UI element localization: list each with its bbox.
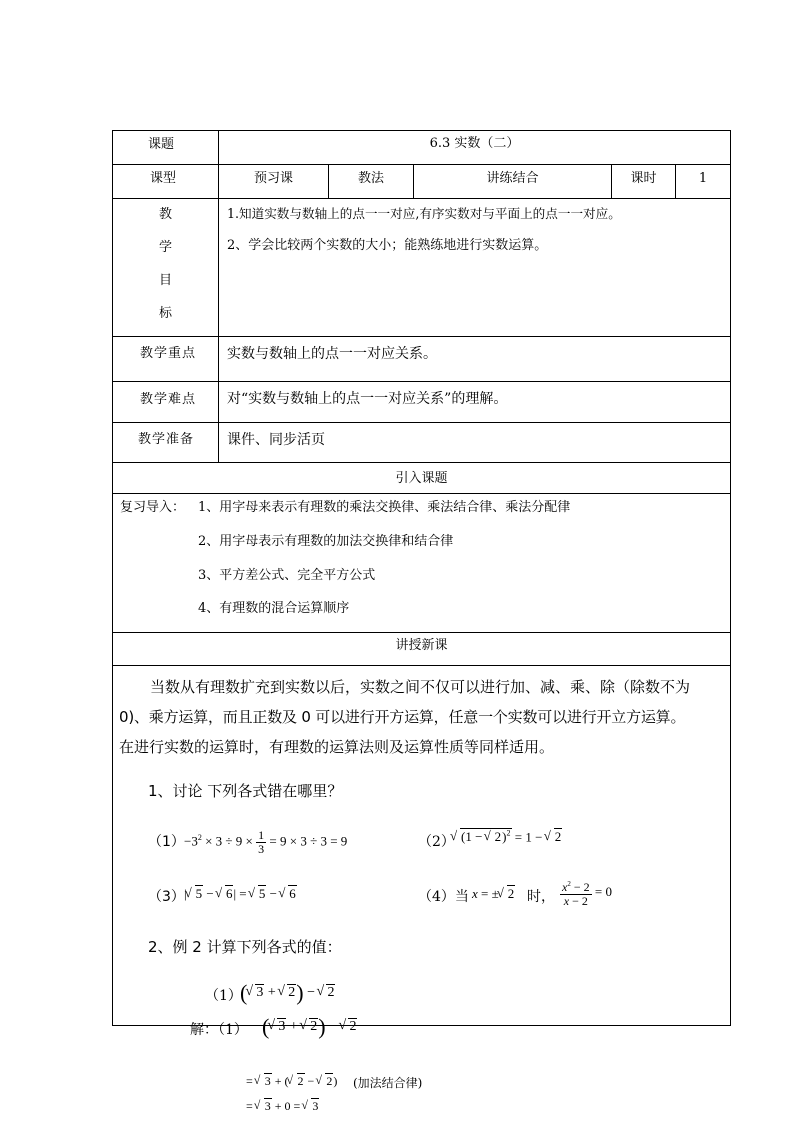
objective-item: 2、学会比较两个实数的大小；能熟练地进行实数运算。	[227, 238, 548, 253]
table-rule	[112, 336, 731, 337]
example-1-formula: (√ 3 + √ 2) − √ 2	[240, 980, 335, 1006]
review-item: 3、平方差公式、完全平方公式	[198, 568, 376, 583]
solution-formula: (√ 3 + √ 2) − √ 2	[262, 1014, 357, 1040]
table-rule	[112, 493, 731, 494]
review-item: 2、用字母表示有理数的加法交换律和结合律	[198, 534, 454, 549]
question-1-formula: $-3^2 \times 3 \div 9$ × $\frac{1}{3}$ = 9 × 3 ÷ 3 = 9	[184, 827, 348, 856]
question-2-label: （2）	[418, 834, 455, 850]
question-1-label: （1）	[148, 834, 185, 850]
key-point-label: 教学重点	[140, 346, 197, 361]
objectives-label-char: 目	[159, 273, 173, 288]
question-4-formula: $\frac{x^2 - 2}{x - 2}$ = 0	[562, 880, 612, 908]
question-3-label: （3）	[148, 889, 185, 905]
table-border-right	[730, 130, 731, 1026]
preparation-value: 课件、同步活页	[227, 432, 325, 448]
question-3-formula: |√ 5 − √ 6| = √ 5 − √ 6	[184, 886, 297, 902]
table-rule	[112, 422, 731, 423]
topic-label: 课题	[148, 137, 175, 152]
objectives-label-char: 标	[159, 306, 173, 321]
question-4-label: （4）当	[418, 889, 469, 905]
lecture-heading: 讲授新课	[395, 638, 448, 653]
intro-heading: 引入课题	[395, 471, 448, 486]
type-value: 预习课	[253, 171, 293, 186]
objective-item: 1.知道实数与数轴上的点一一对应,有序实数对与平面上的点一一对应。	[227, 206, 621, 221]
question-4-when: 时，	[527, 889, 555, 905]
solution-label: 解：（1）	[190, 1022, 248, 1038]
question-2-formula: √ (1 − √ 2)$^2$ = 1 − √ 2	[452, 829, 562, 845]
table-rule	[112, 632, 731, 633]
review-item: 4、有理数的混合运算顺序	[198, 601, 350, 616]
topic-value: 6.3 实数（二）	[429, 136, 520, 151]
solution-step-1: = √ 3 + (√ 2 − √ 2)	[246, 1074, 337, 1089]
type-label: 课型	[150, 171, 177, 186]
example-title: 2、例 2 计算下列各式的值：	[148, 938, 342, 956]
hours-value: 1	[698, 171, 708, 186]
preparation-label: 教学准备	[138, 432, 195, 447]
objectives-label-char: 教	[159, 207, 173, 222]
method-label: 教法	[357, 171, 384, 186]
objectives-label-char: 学	[159, 240, 173, 255]
solution-step-1-note: (加法结合律)	[353, 1076, 423, 1090]
lecture-paragraph-line: 在进行实数的运算时，有理数的运算法则及运算性质等同样适用。	[119, 738, 555, 756]
method-value: 讲练结合	[486, 171, 539, 186]
lecture-paragraph-line: 0)、乘方运算，而且正数及 0 可以进行开方运算，任意一个实数可以进行开立方运算。	[119, 708, 686, 726]
table-border-left	[112, 130, 113, 1026]
hours-label: 课时	[630, 171, 657, 186]
key-point-value: 实数与数轴上的点一一对应关系。	[227, 346, 437, 362]
table-rule	[112, 198, 731, 199]
solution-step-2: = √ 3 + 0 = √ 3	[246, 1099, 319, 1114]
table-rule	[112, 381, 731, 382]
review-label: 复习导入：	[120, 500, 186, 515]
table-border-top	[112, 130, 731, 131]
table-rule	[112, 164, 731, 165]
discussion-title: 1、讨论 下列各式错在哪里？	[148, 782, 343, 800]
difficulty-value: 对“实数与数轴上的点一一对应关系”的理解。	[227, 391, 508, 407]
example-1-label: （1）	[205, 988, 242, 1004]
lecture-paragraph-line: 当数从有理数扩充到实数以后，实数之间不仅可以进行加、减、乘、除（除数不为	[150, 678, 691, 696]
question-4-condition: x = ±√ 2	[472, 886, 515, 902]
table-rule	[112, 665, 731, 666]
review-item: 1、用字母来表示有理数的乘法交换律、乘法结合律、乘法分配律	[198, 500, 571, 515]
table-rule	[112, 462, 731, 463]
difficulty-label: 教学难点	[140, 392, 197, 407]
